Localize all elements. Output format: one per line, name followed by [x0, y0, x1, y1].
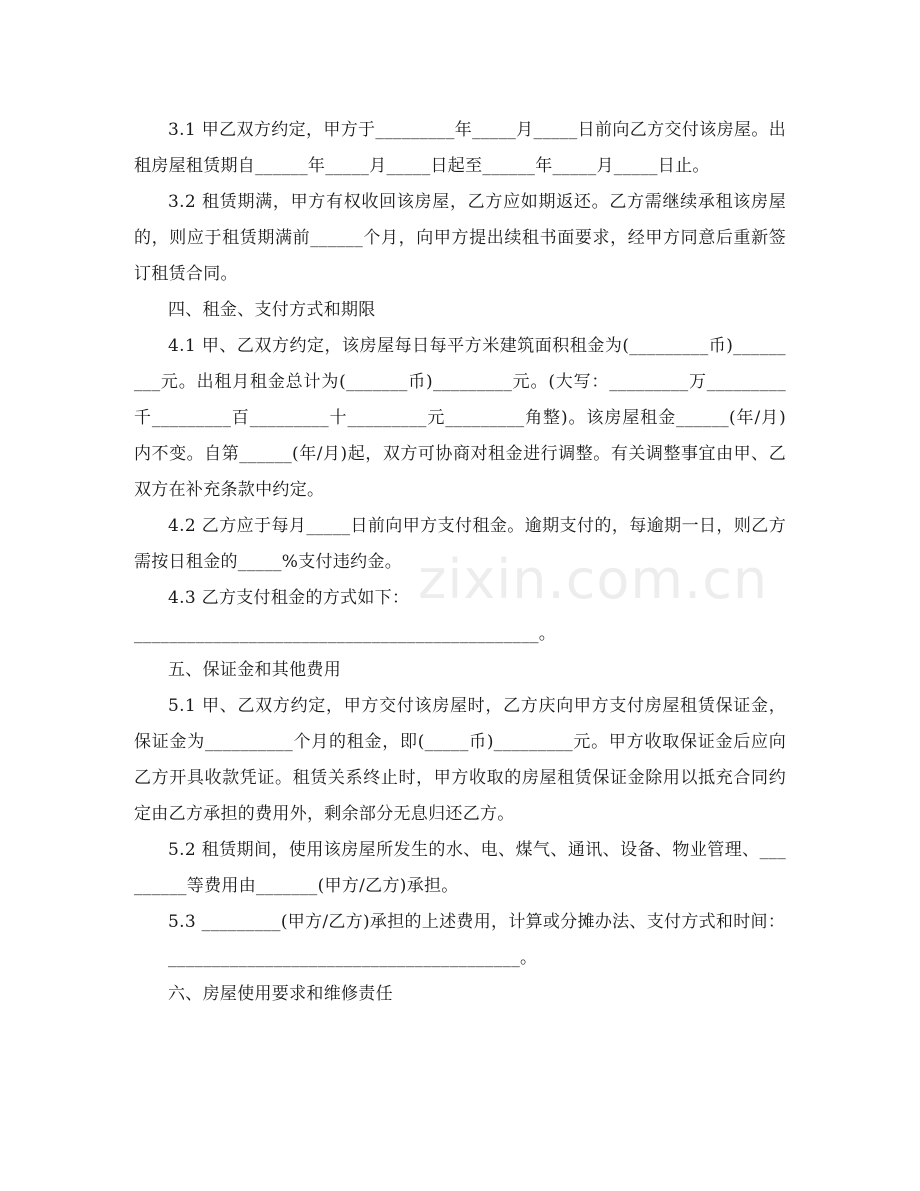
- paragraph-3-2: 3.2 租赁期满，甲方有权收回该房屋，乙方应如期返还。乙方需继续承租该房屋的，则应于租赁期满前______个月，向甲方提出续租书面要求，经甲方同意后重新签订租赁合同。: [134, 192, 786, 284]
- document-page: [134, 112, 786, 1012]
- section-heading-deposit: 五、保证金和其他费用: [168, 660, 341, 680]
- section-heading-usage: 六、房屋使用要求和维修责任: [168, 984, 393, 1004]
- payment-method-blank-line: ______________________________________________。: [134, 624, 557, 644]
- expense-blank-line: ________________________________________。: [168, 948, 538, 968]
- section-heading-rent: 四、租金、支付方式和期限: [168, 300, 376, 320]
- paragraph-4-2: 4.2 乙方应于每月_____日前向甲方支付租金。逾期支付的，每逾期一日，则乙方需按日租金的_____%支付违约金。: [134, 516, 786, 572]
- paragraph-5-1: 5.1 甲、乙双方约定，甲方交付该房屋时，乙方庆向甲方支付房屋租赁保证金，保证金为__________个月的租金，即(_____币)_________元。甲方收取保证金后应向乙方开具收款凭证。租赁关系终止时，甲方收取的房屋租赁保证金除用以抵充合同约定由乙方承担的费用外，剩余部分无息归还乙方。: [134, 696, 786, 824]
- paragraph-4-3: 4.3 乙方支付租金的方式如下：: [168, 588, 410, 608]
- paragraph-4-1: 4.1 甲、乙双方约定，该房屋每日每平方米建筑面积租金为(_________币)_________元。出租月租金总计为(_______币)_________元。(大写：_________万_________千_________百_________十_________元_________角整)。该房屋租金______(年/月)内不变。自第______(年/月)起，双方可协商对租金进行调整。有关调整事宜由甲、乙双方在补充条款中约定。: [134, 336, 786, 500]
- watermark-text: zixin.com.cn: [418, 548, 769, 611]
- paragraph-5-3: 5.3 _________(甲方/乙方)承担的上述费用，计算或分摊办法、支付方式和时间：: [168, 912, 786, 932]
- paragraph-5-2: 5.2 租赁期间，使用该房屋所发生的水、电、煤气、通讯、设备、物业管理、_________等费用由_______(甲方/乙方)承担。: [134, 840, 786, 896]
- paragraph-3-1: 3.1 甲乙双方约定，甲方于_________年_____月_____日前向乙方交付该房屋。出租房屋租赁期自______年_____月_____日起至______年_____月_____日止。: [134, 120, 786, 176]
